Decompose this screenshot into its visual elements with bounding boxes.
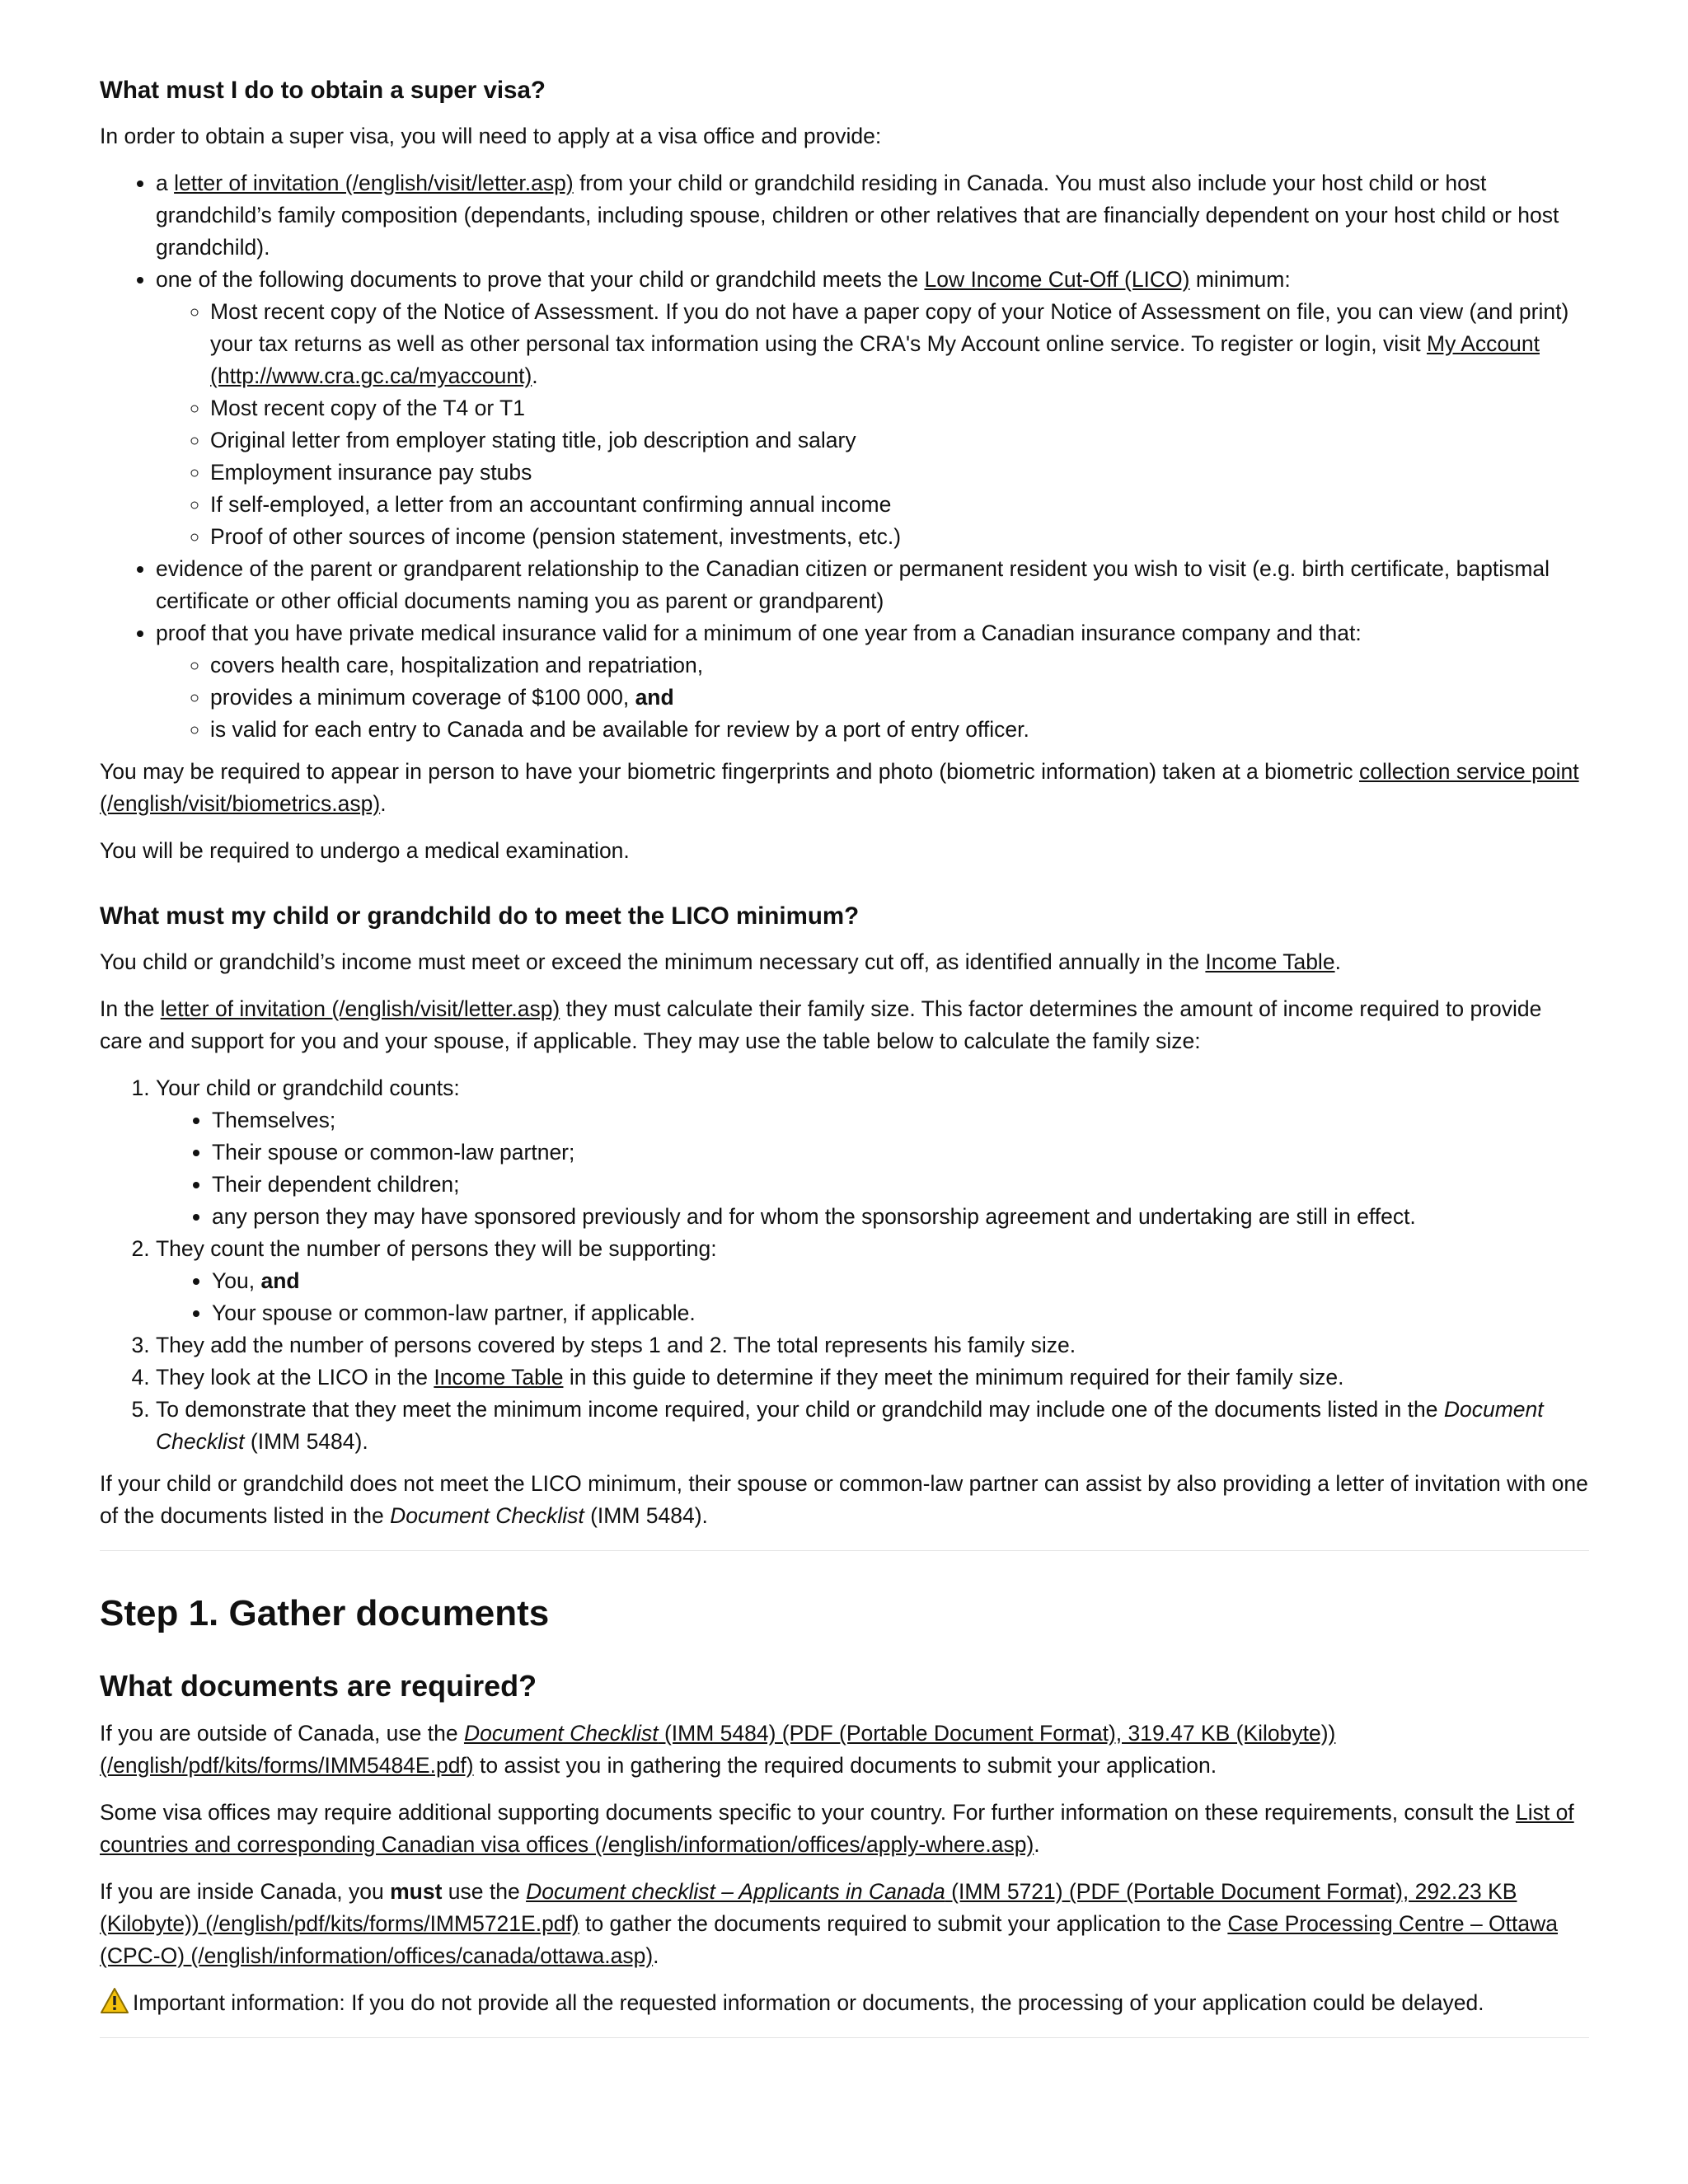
income-paragraph: You child or grandchild’s income must meet or exceed the minimum necessary cut off, as identified annually in the Income Table. (100, 949, 1341, 974)
lico-assist-paragraph: If your child or grandchild does not meet the LICO minimum, their spouse or common-law partner can assist by also providing a letter of invitation with one of the documents listed in the Document Checklist (IMM 5484). (100, 1471, 1588, 1528)
cpc-ottawa-link[interactable]: Case Processing Centre – Ottawa (CPC-O) (/english/information/offices/canada/ottawa.asp) (100, 1911, 1559, 1968)
list-item: ◦ Most recent copy of the T4 or T1 (210, 392, 1589, 424)
document-checklist-imm5721-link[interactable]: Document checklist – Applicants in Canada (IMM 5721) (PDF (Portable Document Format), 292.23 KB (Kilobyte)) (/english/pdf/kits/forms/IMM5721E.pdf) (100, 1879, 1517, 1936)
heading-step-1: Step 1. Gather documents (100, 1593, 550, 1633)
my-account-link[interactable]: My Account (http://www.cra.gc.ca/myaccount) (210, 331, 1540, 388)
visa-offices-paragraph: Some visa offices may require additional supporting documents specific to your country. For further information on these requirements, consult the List of countries and corresponding Canadian visa offices (/english/information/offices/apply-where.asp). (100, 1800, 1574, 1857)
list-item: 4. They look at the LICO in the Income Table in this guide to determine if they meet the minimum required for their family size. (156, 1361, 1589, 1394)
income-table-link[interactable]: Income Table (1205, 949, 1335, 974)
heading-lico-minimum: What must my child or grandchild do to meet the LICO minimum? (100, 902, 860, 930)
requirements-list (100, 167, 1589, 746)
outside-canada-paragraph: If you are outside of Canada, use the Document Checklist (IMM 5484) (PDF (Portable Document Format), 319.47 KB (Kilobyte)) (/english/pdf/kits/forms/IMM5484E.pdf) to assist you in gathering the required documents to submit your application. (100, 1721, 1336, 1778)
heading-documents-required: What documents are required? (100, 1669, 537, 1703)
list-item: • proof that you have private medical insurance valid for a minimum of one year from a Canadian insurance company and that: ◦ covers health care, hospitalization and repatriation, ◦ provides a minimum coverage of $100 000, and ◦ is valid for each entry to Canada and be available for review by a port of entry officer. (156, 617, 1589, 746)
list-item: • Their dependent children; (212, 1169, 1589, 1201)
supporting-list (156, 1265, 1589, 1329)
family-size-paragraph: In the letter of invitation (/english/visit/letter.asp) they must calculate their family size. This factor determines the amount of income required to provide care and support for you and your spouse, if applicable. They may use the table below to calculate the family size: (100, 996, 1542, 1053)
list-item: • Your spouse or common-law partner, if applicable. (212, 1297, 1589, 1329)
counts-list (156, 1104, 1589, 1233)
lico-documents-list (156, 296, 1589, 553)
important-information: Important information: If you do not provide all the requested information or documents, the processing of your application could be delayed. (100, 1987, 1589, 2019)
income-table-link-2[interactable]: Income Table (434, 1365, 564, 1390)
list-item: • one of the following documents to prove that your child or grandchild meets the Low Income Cut-Off (LICO) minimum: ◦ Most recent copy of the Notice of Assessment. If you do not have a paper copy of your Notice of Assessment on file, you can view (and print) your tax returns as well as other personal tax information using the CRA's My Account online service. To register or login, visit My Account (http://www.cra.gc.ca/myaccount). ◦ Most recent copy of the T4 or T1 ◦ Original letter from employer stating title, job description and salary ◦ Employment insurance pay stubs ◦ If self-employed, a letter from an accountant confirming annual income ◦ Proof of other sources of income (pension statement, investments, etc.) (156, 264, 1589, 553)
list-item: ◦ Original letter from employer stating title, job description and salary (210, 424, 1589, 457)
list-item: • evidence of the parent or grandparent relationship to the Canadian citizen or permanent resident you wish to visit (e.g. birth certificate, baptismal certificate or other official documents naming you as parent or grandparent) (156, 553, 1589, 617)
list-item: ◦ covers health care, hospitalization and repatriation, (210, 649, 1589, 682)
list-item: ◦ is valid for each entry to Canada and be available for review by a port of entry officer. (210, 714, 1589, 746)
list-item: • any person they may have sponsored previously and for whom the sponsorship agreement and undertaking are still in effect. (212, 1201, 1589, 1233)
list-item: 5. To demonstrate that they meet the minimum income required, your child or grandchild may include one of the documents listed in the Document Checklist (IMM 5484). (156, 1394, 1589, 1458)
list-item: ◦ provides a minimum coverage of $100 000, and (210, 682, 1589, 714)
list-item: • Their spouse or common-law partner; (212, 1137, 1589, 1169)
medical-exam-paragraph: You will be required to undergo a medical examination. (100, 838, 630, 863)
collection-service-point-link[interactable]: collection service point (/english/visit/biometrics.asp) (100, 759, 1579, 816)
list-item: ◦ Proof of other sources of income (pension statement, investments, etc.) (210, 521, 1589, 553)
list-item: 2. They count the number of persons they will be supporting: • You, and • Your spouse or common-law partner, if applicable. (156, 1233, 1589, 1329)
letter-of-invitation-link[interactable]: letter of invitation (/english/visit/letter.asp) (174, 171, 574, 195)
biometrics-paragraph: You may be required to appear in person to have your biometric fingerprints and photo (biometric information) taken at a biometric collection service point (/english/visit/biometrics.asp). (100, 759, 1579, 816)
inside-canada-paragraph: If you are inside Canada, you must use the Document checklist – Applicants in Canada (IMM 5721) (PDF (Portable Document Format), 292.23 KB (Kilobyte)) (/english/pdf/kits/forms/IMM5721E.pdf) to gather the documents required to submit your application to the Case Processing Centre – Ottawa (CPC-O) (/english/information/offices/canada/ottawa.asp). (100, 1879, 1559, 1968)
divider-bottom (100, 2037, 1589, 2038)
list-item: • Themselves; (212, 1104, 1589, 1137)
intro-paragraph: In order to obtain a super visa, you will need to apply at a visa office and provide: (100, 124, 882, 148)
list-item: 3. They add the number of persons covered by steps 1 and 2. The total represents his family size. (156, 1329, 1589, 1361)
warning-icon (100, 1987, 129, 2015)
list-item: • You, and (212, 1265, 1589, 1297)
list-item: ◦ Employment insurance pay stubs (210, 457, 1589, 489)
list-item: 1. Your child or grandchild counts: • Themselves; • Their spouse or common-law partner; • Their dependent children; • any person they may have sponsored previously and for whom the sponsorship agreement and undertaking are still in effect. (156, 1072, 1589, 1233)
letter-of-invitation-link-2[interactable]: letter of invitation (/english/visit/letter.asp) (160, 996, 560, 1021)
list-item: • a letter of invitation (/english/visit/letter.asp) from your child or grandchild residing in Canada. You must also include your host child or host grandchild’s family composition (dependants, including spouse, children or other relatives that are financially dependent on your host child or host grandchild). (156, 167, 1589, 264)
visa-offices-list-link[interactable]: List of countries and corresponding Canadian visa offices (/english/information/offices/apply-where.asp) (100, 1800, 1574, 1857)
family-size-steps (100, 1072, 1589, 1458)
list-item: ◦ If self-employed, a letter from an accountant confirming annual income (210, 489, 1589, 521)
list-item: ◦ Most recent copy of the Notice of Assessment. If you do not have a paper copy of your Notice of Assessment on file, you can view (and print) your tax returns as well as other personal tax information using the CRA's My Account online service. To register or login, visit My Account (http://www.cra.gc.ca/myaccount). (210, 296, 1589, 392)
heading-obtain-super-visa: What must I do to obtain a super visa? (100, 77, 546, 104)
insurance-list (156, 649, 1589, 746)
lico-link[interactable]: Low Income Cut-Off (LICO) (924, 267, 1190, 292)
document-checklist-imm5484-link[interactable]: Document Checklist (IMM 5484) (PDF (Portable Document Format), 319.47 KB (Kilobyte)) (/english/pdf/kits/forms/IMM5484E.pdf) (100, 1721, 1336, 1778)
